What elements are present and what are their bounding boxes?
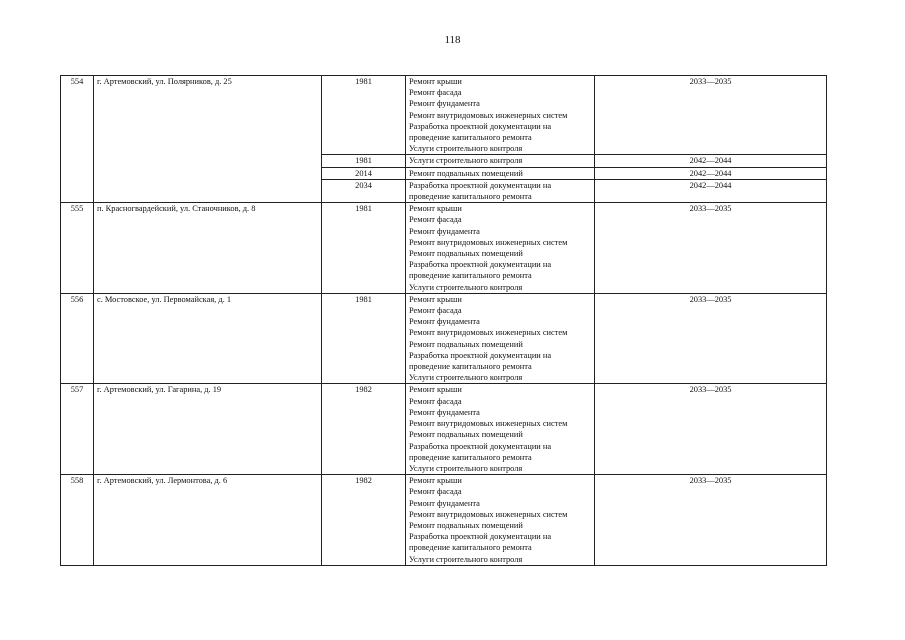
period-cell: 2033—2035 [595,475,827,566]
work-item: проведение капитального ремонта [409,133,532,143]
work-item: Разработка проектной документации на [409,180,552,190]
works-cell [406,384,595,475]
work-item: Услуги строительного контроля [409,156,523,166]
period-cell: 2042—2044 [595,179,827,202]
address-cell: с. Мостовское, ул. Первомайская, д. 1 [94,293,322,384]
work-item: Ремонт подвальных помещений [409,339,523,349]
work-item: Ремонт крыши [409,294,462,304]
work-item: Ремонт фасада [409,487,462,497]
period-cell: 2042—2044 [595,155,827,167]
year-cell: 1982 [322,384,406,475]
work-item: Услуги строительного контроля [409,554,523,564]
work-item: Ремонт крыши [409,476,462,486]
period-cell: 2033—2035 [595,293,827,384]
work-item: Ремонт крыши [409,204,462,214]
work-item: проведение капитального ремонта [409,362,532,372]
work-item: Услуги строительного контроля [409,463,523,473]
year-cell: 1981 [322,76,406,155]
work-item: Ремонт подвальных помещений [409,249,523,259]
works-cell [406,76,595,155]
row-number: 558 [61,475,94,566]
table-row [61,203,827,294]
address-cell: г. Артемовский, ул. Полярников, д. 25 [94,76,322,203]
address-cell: г. Артемовский, ул. Гагарина, д. 19 [94,384,322,475]
work-item: Ремонт внутридомовых инженерных систем [409,237,568,247]
work-item: Ремонт подвальных помещений [409,520,523,530]
work-item: Разработка проектной документации на [409,121,552,131]
work-item: Ремонт фундамента [409,498,480,508]
table-row [61,293,827,384]
work-item: Услуги строительного контроля [409,282,523,292]
work-item: Ремонт фасада [409,396,462,406]
work-item: Ремонт крыши [409,385,462,395]
works-cell [406,155,595,167]
table-row [61,475,827,566]
work-item: Ремонт внутридомовых инженерных систем [409,110,568,120]
work-item: Ремонт фундамента [409,317,480,327]
period-cell: 2033—2035 [595,76,827,155]
year-cell: 1981 [322,155,406,167]
period-cell: 2033—2035 [595,384,827,475]
work-item: Ремонт фасада [409,88,462,98]
works-cell [406,203,595,294]
table-body [61,76,827,566]
year-cell: 1981 [322,293,406,384]
works-cell [406,167,595,179]
work-item: проведение капитального ремонта [409,192,532,202]
works-cell [406,179,595,202]
works-cell [406,475,595,566]
work-item: Ремонт фасада [409,215,462,225]
work-item: Ремонт подвальных помещений [409,430,523,440]
period-cell: 2033—2035 [595,203,827,294]
work-item: проведение капитального ремонта [409,271,532,281]
table-row [61,76,827,155]
work-item: Разработка проектной документации на [409,350,552,360]
work-item: проведение капитального ремонта [409,452,532,462]
work-item: Ремонт крыши [409,77,462,86]
row-number: 555 [61,203,94,294]
capital-repair-table [60,75,827,566]
address-cell: г. Артемовский, ул. Лермонтова, д. 6 [94,475,322,566]
work-item: Разработка проектной документации на [409,441,552,451]
work-item: Разработка проектной документации на [409,532,552,542]
work-item: Услуги строительного контроля [409,373,523,383]
works-cell [406,293,595,384]
year-cell: 2014 [322,167,406,179]
work-item: Услуги строительного контроля [409,144,523,154]
work-item: Ремонт подвальных помещений [409,168,523,178]
period-cell: 2042—2044 [595,167,827,179]
work-item: Ремонт фундамента [409,226,480,236]
work-item: Разработка проектной документации на [409,260,552,270]
work-item: Ремонт фасада [409,306,462,316]
row-number: 556 [61,293,94,384]
address-cell: п. Красногвардейский, ул. Станочников, д. 8 [94,203,322,294]
year-cell: 1982 [322,475,406,566]
work-item: Ремонт внутридомовых инженерных систем [409,509,568,519]
row-number: 557 [61,384,94,475]
year-cell: 2034 [322,179,406,202]
page-number: 118 [444,34,461,46]
table-row [61,384,827,475]
work-item: проведение капитального ремонта [409,543,532,553]
row-number: 554 [61,76,94,203]
work-item: Ремонт внутридомовых инженерных систем [409,328,568,338]
work-item: Ремонт внутридомовых инженерных систем [409,419,568,429]
year-cell: 1981 [322,203,406,294]
work-item: Ремонт фундамента [409,407,480,417]
work-item: Ремонт фундамента [409,99,480,109]
